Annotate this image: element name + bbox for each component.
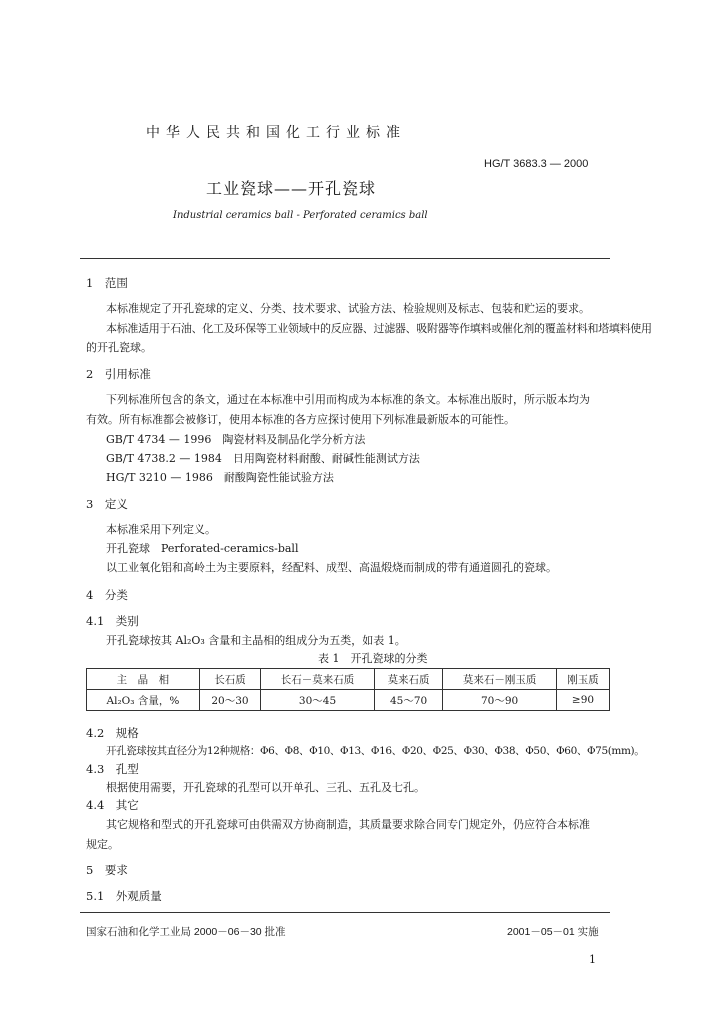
section-5-1-heading: 5.1 外观质量 [86,889,162,903]
section-4-4-text: 其它规格和型式的开孔瓷球可由供需双方协商制造，其质量要求除合同专门规定外，仍应符合本标准 [106,818,590,831]
table-cell: 30～45 [261,690,375,711]
table-header-cell: 莫来石质 [374,669,442,690]
english-title: Industrial ceramics ball - Perforated ceramics ball [173,210,428,221]
section-2-paragraph-cont: 有效。所有标准都会被修订，使用本标准的各方应探讨使用下列标准最新版本的可能性。 [86,413,515,426]
table-header-cell: 长石－莫来石质 [261,669,375,690]
section-3-heading: 3 定义 [86,497,128,511]
classification-table [86,668,610,711]
section-1-paragraph-2: 本标准适用于石油、化工及环保等工业领域中的反应器、过滤器、吸附器等作填料或催化剂的覆盖材料和塔填料使用 [106,322,652,335]
footer-divider [80,912,610,913]
section-4-1-text: 开孔瓷球按其 Al₂O₃ 含量和主晶相的组成分为五类，如表 1。 [106,634,406,647]
table-caption: 表 1 开孔瓷球的分类 [318,652,428,665]
table-header-cell: 莫来石－刚玉质 [443,669,557,690]
reference-item: HG/T 3210 — 1986 耐酸陶瓷性能试验方法 [106,471,334,484]
standard-code: HG/T 3683.3 — 2000 [484,158,589,170]
section-4-4-heading: 4.4 其它 [86,798,139,812]
reference-item: GB/T 4734 — 1996 陶瓷材料及制品化学分析方法 [106,433,366,446]
section-2-paragraph: 下列标准所包含的条文，通过在本标准中引用而构成为本标准的条文。本标准出版时，所示版本均为 [106,393,590,406]
table-header-row [87,669,610,690]
section-4-2-heading: 4.2 规格 [86,726,139,740]
table-header-cell: 长石质 [199,669,260,690]
section-4-4-text-cont: 规定。 [86,838,119,851]
table-header-cell: 刚玉质 [557,669,610,690]
section-4-2-text: 开孔瓷球按其直径分为12种规格：Φ6、Φ8、Φ10、Φ13、Φ16、Φ20、Φ25、Φ30、Φ38、Φ50、Φ60、Φ75(mm)。 [106,745,645,757]
section-1-paragraph-2-cont: 的开孔瓷球。 [86,341,152,354]
header-divider [80,258,610,259]
effective-date: 2001－05－01 实施 [507,926,599,938]
section-1-paragraph-1: 本标准规定了开孔瓷球的定义、分类、技术要求、试验方法、检验规则及标志、包装和贮运的要求。 [106,302,590,315]
definition-term: 开孔瓷球 Perforated-ceramics-ball [106,542,299,555]
table-cell: 20～30 [199,690,260,711]
table-header-cell: 主 晶 相 [87,669,200,690]
section-4-heading: 4 分类 [86,588,128,602]
table-cell: 70～90 [443,690,557,711]
approval-date: 国家石油和化学工业局 2000－06－30 批准 [86,926,286,938]
table-cell: Al₂O₃ 含量，% [87,690,200,711]
page-number: 1 [589,953,596,966]
section-4-3-text: 根据使用需要，开孔瓷球的孔型可以开单孔、三孔、五孔及七孔。 [106,781,425,794]
reference-item: GB/T 4738.2 — 1984 日用陶瓷材料耐酸、耐碱性能测试方法 [106,452,420,465]
national-standard-title: 中华人民共和国化工行业标准 [146,125,406,141]
definition-text: 以工业氧化铝和高岭土为主要原料，经配料、成型、高温煅烧而制成的带有通道圆孔的瓷球。 [106,561,557,574]
section-1-heading: 1 范围 [86,276,128,290]
section-4-3-heading: 4.3 孔型 [86,762,139,776]
document-title: 工业瓷球——开孔瓷球 [206,179,377,198]
section-2-heading: 2 引用标准 [86,367,151,381]
table-row [87,690,610,711]
section-5-heading: 5 要求 [86,863,128,877]
table-cell: ≥90 [557,690,610,711]
table-cell: 45～70 [374,690,442,711]
section-4-1-heading: 4.1 类别 [86,614,139,628]
section-3-intro: 本标准采用下列定义。 [106,523,216,536]
